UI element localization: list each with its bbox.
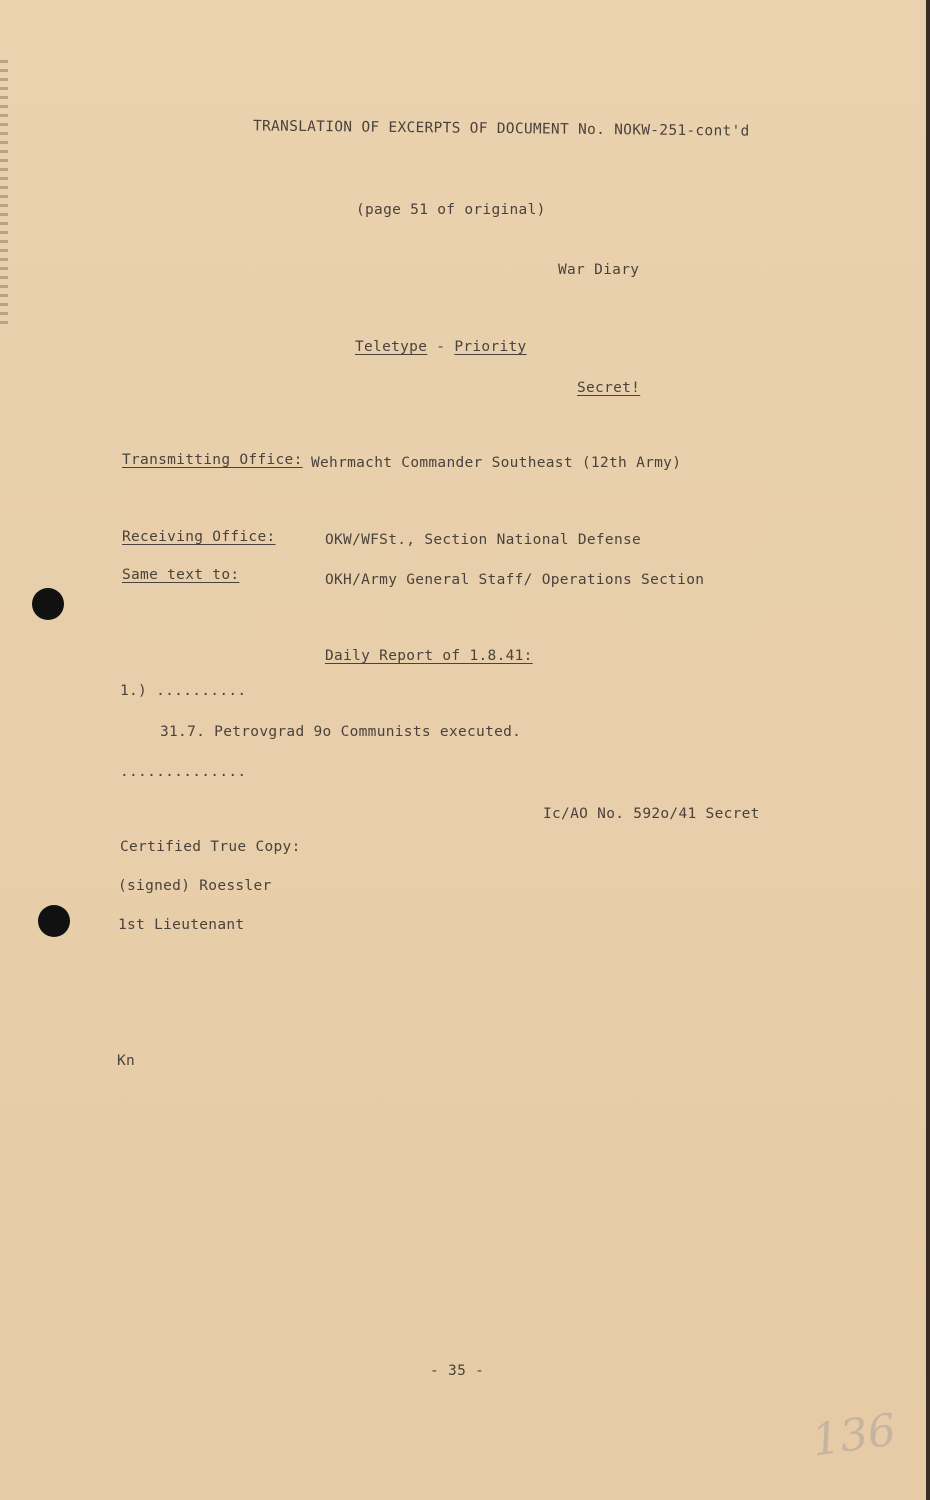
- receiving-office-label: Receiving Office:: [122, 529, 276, 545]
- type-separator: -: [427, 339, 455, 355]
- transmitting-office-label: Transmitting Office:: [122, 452, 303, 468]
- left-edge-marks: [0, 60, 8, 330]
- punch-hole-top: [32, 588, 64, 620]
- teletype-label: Teletype: [355, 339, 428, 355]
- typist-initials: Kn: [117, 1053, 136, 1069]
- daily-report-heading: Daily Report of 1.8.41:: [325, 648, 533, 664]
- priority-label: Priority: [454, 339, 527, 355]
- report-entry: 31.7. Petrovgrad 9o Communists executed.: [160, 724, 522, 740]
- page-reference: (page 51 of original): [356, 202, 546, 218]
- report-dots: ..............: [120, 764, 247, 780]
- receiving-office-value: OKW/WFSt., Section National Defense: [325, 532, 642, 548]
- classification-label: Secret!: [577, 380, 641, 396]
- message-type: [355, 339, 527, 355]
- transmitting-office-value: Wehrmacht Commander Southeast (12th Army): [311, 455, 682, 471]
- same-text-value: OKH/Army General Staff/ Operations Section: [325, 572, 705, 588]
- right-edge: [926, 0, 930, 1500]
- war-diary-label: War Diary: [558, 262, 640, 278]
- signed-by: (signed) Roessler: [118, 878, 272, 894]
- handwritten-page-number: 136: [808, 1404, 900, 1467]
- document-title: TRANSLATION OF EXCERPTS OF DOCUMENT No. NOKW-251-cont'd: [252, 118, 750, 140]
- report-reference: Ic/AO No. 592o/41 Secret: [543, 806, 760, 822]
- same-text-label: Same text to:: [122, 567, 240, 583]
- certified-copy-label: Certified True Copy:: [120, 839, 301, 855]
- punch-hole-bottom: [38, 905, 70, 937]
- report-item-1: 1.) ..........: [120, 683, 247, 699]
- signer-rank: 1st Lieutenant: [118, 917, 245, 933]
- page-number: - 35 -: [430, 1363, 485, 1379]
